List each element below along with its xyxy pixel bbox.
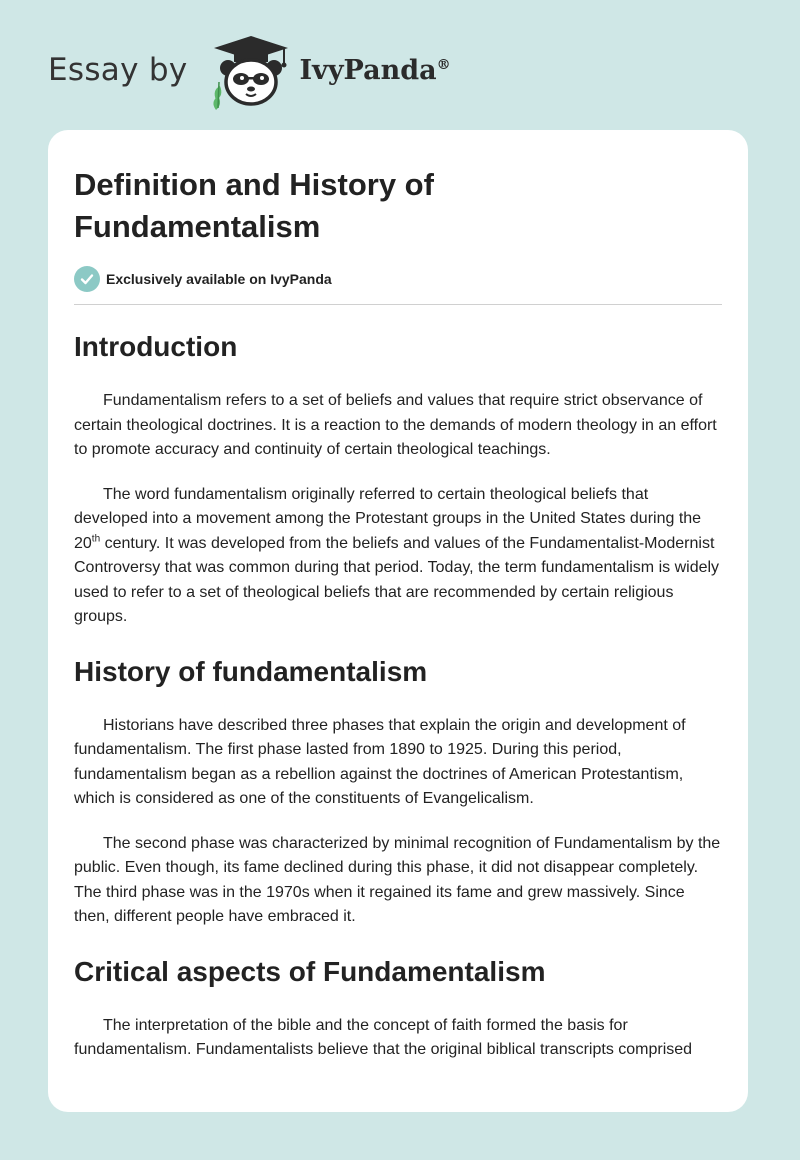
- panda-graduate-icon: [206, 30, 296, 110]
- essay-card: [48, 130, 748, 1112]
- paragraph: The second phase was characterized by minimal recognition of Fundamentalism by the public. Even though, its fame declined during this phase, it did not disappear completely. The third phase was in the 1970s when it regained its fame and grew massively. Since then, different people have embraced it.: [74, 834, 721, 925]
- divider: [74, 304, 722, 305]
- exclusive-badge: [74, 265, 722, 293]
- superscript: th: [91, 533, 101, 545]
- registered-mark: ®: [436, 56, 451, 73]
- heading-history: History of fundamentalism: [74, 655, 428, 687]
- paragraph: The interpretation of the bible and the concept of faith formed the basis for fundamentalism. Fundamentalists believe that the original biblical transcripts comprised: [74, 1016, 693, 1058]
- essay-by-label: Essay by: [48, 52, 188, 88]
- brand-name: IvyPanda®: [299, 54, 451, 86]
- check-icon: [74, 266, 100, 292]
- exclusive-label: Exclusively available on IvyPanda: [106, 271, 332, 287]
- paragraph: Historians have described three phases that explain the origin and development of fundamentalism. The first phase lasted from 1890 to 1925. During this period, fundamentalism began as a rebellion against the doctrines of American Protestantism, which is considered as one of the constituents of Evangelicalism.: [74, 716, 686, 807]
- essay-title: Definition and History of Fundamentalism: [74, 167, 434, 244]
- paragraph: The word fundamentalism originally referred to certain theological beliefs that developed into a movement among the Protestant groups in the United States during the 20th century. It was developed from the beliefs and values of the Fundamentalist-Modernist Controversy that was common during that period. Today, the term fundamentalism is widely used to refer to a set of theological beliefs that are recommended by certain religious groups.: [74, 485, 720, 625]
- ivypanda-logo[interactable]: [206, 30, 451, 110]
- paragraph: Fundamentalism refers to a set of beliefs and values that require strict observance of certain theological doctrines. It is a reaction to the demands of modern theology in an effort to promote accuracy and continuity of certain theological teachings.: [74, 392, 717, 458]
- site-header: [48, 30, 752, 110]
- heading-introduction: Introduction: [74, 331, 238, 362]
- heading-critical-aspects: Critical aspects of Fundamentalism: [74, 955, 546, 987]
